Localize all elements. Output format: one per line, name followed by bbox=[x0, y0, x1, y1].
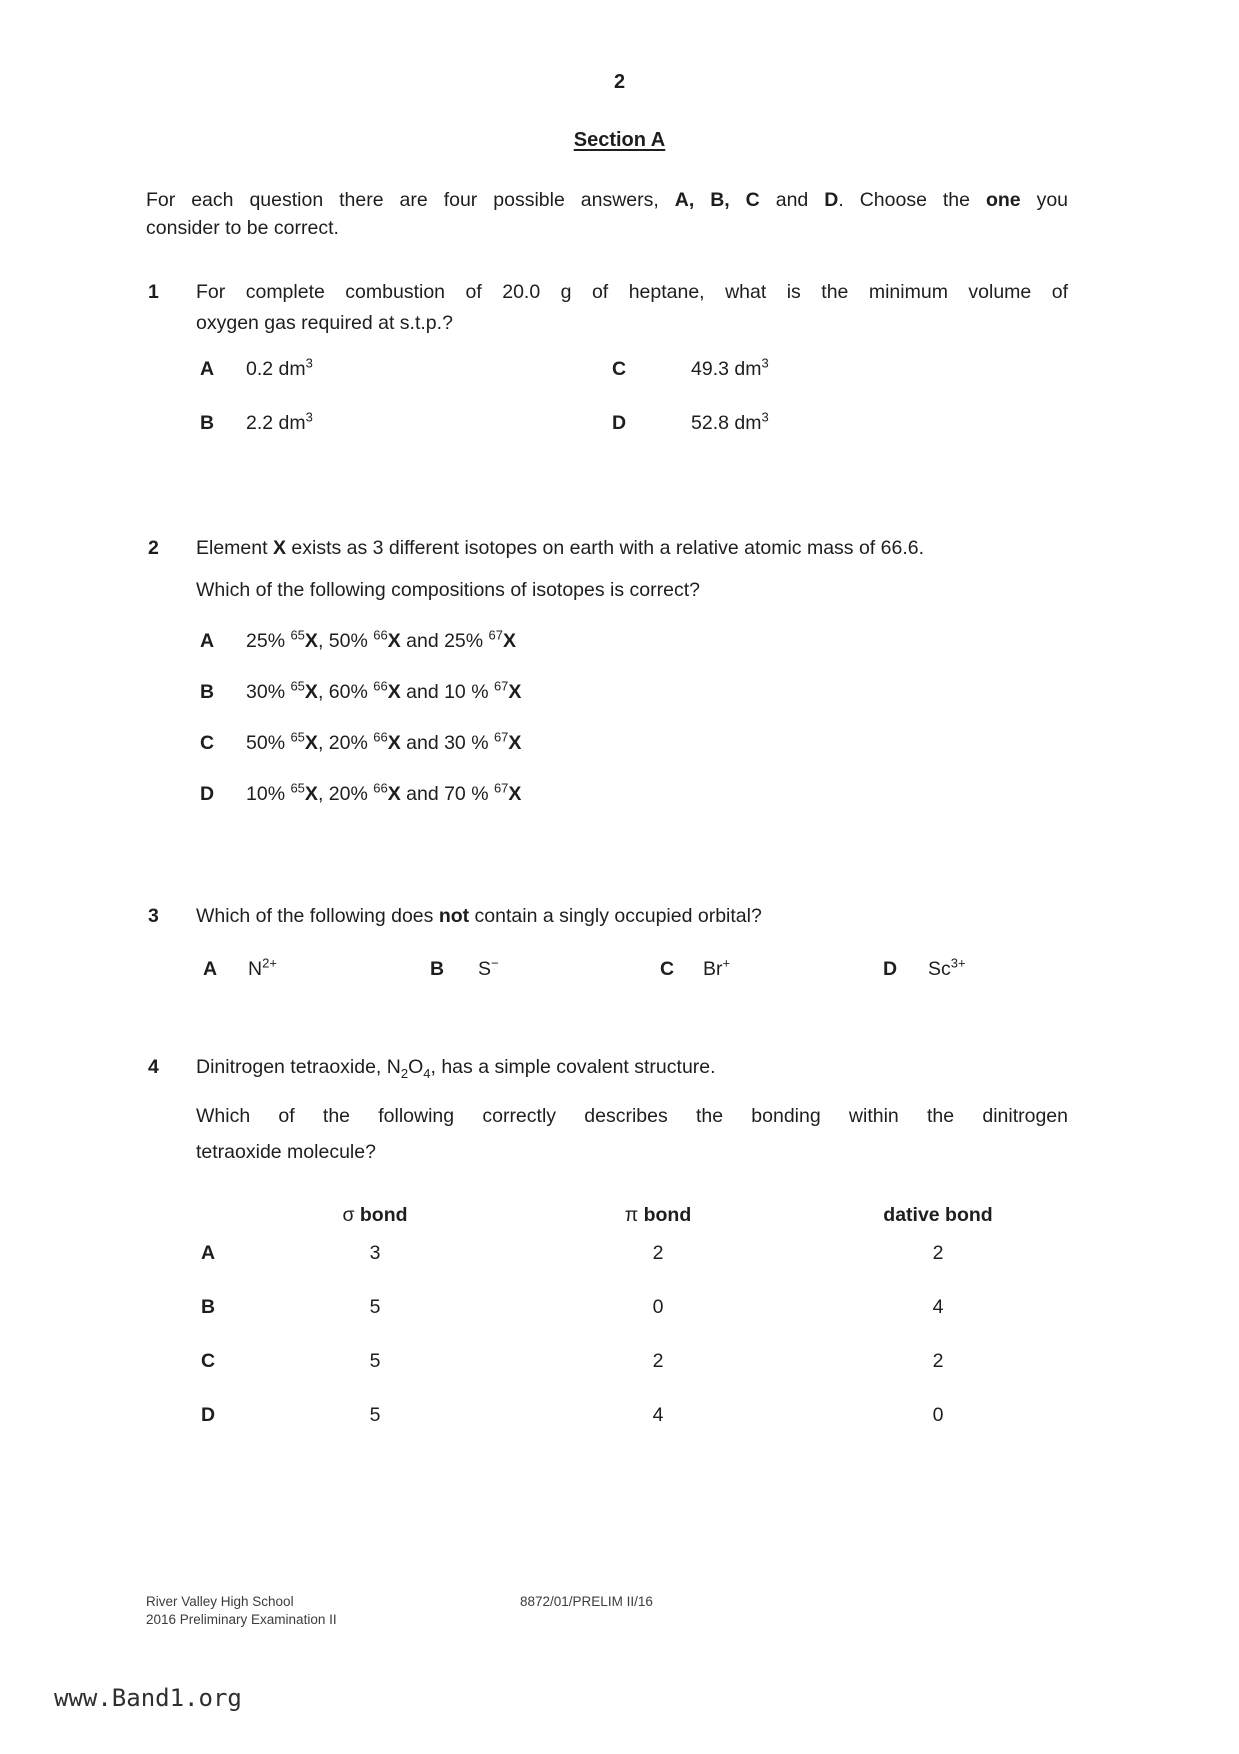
question-2-option-d bbox=[196, 769, 1068, 820]
table-row-d bbox=[146, 1388, 1068, 1442]
option-value-c: Br+ bbox=[703, 955, 731, 980]
question-1-body bbox=[196, 277, 1068, 450]
question-2-option-a bbox=[196, 616, 1068, 667]
option-value-d: 10% $^{65}$X, 20% $^{66}$X and 70 % $^{67}$X bbox=[246, 780, 522, 805]
section-title-text: Section A bbox=[573, 129, 666, 151]
option-letter-b: B bbox=[200, 412, 215, 434]
dative-value: 4 bbox=[932, 1296, 944, 1318]
question-1-text-line-2: oxygen gas required at s.t.p.? bbox=[196, 312, 453, 334]
dative-value: 0 bbox=[932, 1404, 944, 1426]
option-value-a: 0.2 $dm^3$ bbox=[246, 355, 313, 380]
question-4-text-line-3: tetraoxide molecule? bbox=[196, 1141, 376, 1163]
option-letter-a: A bbox=[203, 958, 218, 980]
option-value-c: 49.3 $dm^3$ bbox=[691, 355, 769, 380]
question-2 bbox=[146, 533, 1068, 820]
question-3-number: 3 bbox=[148, 905, 159, 927]
question-1-options-row-2 bbox=[196, 396, 1068, 450]
sigma-value: 5 bbox=[369, 1404, 381, 1426]
footer-school: River Valley High School bbox=[146, 1594, 294, 1609]
question-4-number: 4 bbox=[148, 1056, 159, 1078]
sigma-value: 5 bbox=[369, 1296, 381, 1318]
row-letter: B bbox=[201, 1296, 216, 1318]
header-pi-bond: π bond bbox=[624, 1204, 692, 1226]
pi-value: 2 bbox=[652, 1350, 664, 1372]
question-2-body bbox=[196, 533, 1068, 820]
bond-table-header bbox=[146, 1204, 1068, 1226]
option-value-d: $Sc^{3+}$ bbox=[928, 955, 966, 980]
question-3 bbox=[146, 901, 1068, 989]
question-2-text-line-2: Which of the following compositions of isotopes is correct? bbox=[196, 579, 700, 601]
row-letter: C bbox=[201, 1350, 216, 1372]
footer-exam: 2016 Preliminary Examination II bbox=[146, 1612, 337, 1627]
instructions bbox=[146, 186, 1068, 242]
option-letter-d: D bbox=[883, 958, 898, 980]
pi-value: 2 bbox=[652, 1242, 664, 1264]
row-letter: D bbox=[201, 1404, 216, 1426]
row-letter: A bbox=[201, 1242, 216, 1264]
question-4-text-line-2: Which of the following correctly describes the bonding within the dinitrogen bbox=[196, 1105, 1068, 1127]
option-value-a: $N^{2+}$ bbox=[248, 955, 277, 980]
question-4 bbox=[146, 1052, 1068, 1170]
sigma-value: 3 bbox=[369, 1242, 381, 1264]
question-1-number: 1 bbox=[148, 281, 159, 303]
option-letter-a: A bbox=[200, 358, 215, 380]
option-letter-b: B bbox=[200, 681, 215, 703]
option-letter-c: C bbox=[200, 732, 215, 754]
question-2-number: 2 bbox=[148, 537, 159, 559]
question-4-body bbox=[196, 1052, 1068, 1170]
option-value-c: 50% $^{65}$X, 20% $^{66}$X and 30 % $^{67}$X bbox=[246, 729, 522, 754]
option-value-b: 2.2 $dm^3$ bbox=[246, 409, 313, 434]
question-4-text-line-1: Dinitrogen tetraoxide, $N_2O_4$, has a simple covalent structure. bbox=[196, 1056, 716, 1081]
question-2-text-line-1: Element X exists as 3 different isotopes on earth with a relative atomic mass of 66.6. bbox=[196, 537, 925, 559]
question-1-text-line-1: For complete combustion of 20.0 g of heptane, what is the minimum volume of bbox=[196, 281, 1068, 303]
sigma-value: 5 bbox=[369, 1350, 381, 1372]
pi-value: 4 bbox=[652, 1404, 664, 1426]
question-3-text-line-1: Which of the following does not contain a singly occupied orbital? bbox=[196, 905, 762, 927]
option-value-d: 52.8 $dm^3$ bbox=[691, 409, 769, 434]
page-footer bbox=[146, 1593, 1068, 1629]
pi-value: 0 bbox=[652, 1296, 664, 1318]
option-letter-a: A bbox=[200, 630, 215, 652]
question-2-option-b bbox=[196, 667, 1068, 718]
dative-value: 2 bbox=[932, 1350, 944, 1372]
section-title bbox=[0, 129, 1239, 151]
option-value-b: S− bbox=[478, 955, 499, 980]
option-value-b: 30% $^{65}$X, 60% $^{66}$X and 10 % $^{67}$X bbox=[246, 678, 522, 703]
question-3-body bbox=[196, 901, 1068, 989]
option-value-a: 25% $^{65}$X, 50% $^{66}$X and 25% $^{67}$X bbox=[246, 627, 517, 652]
table-row-c bbox=[146, 1334, 1068, 1388]
option-letter-d: D bbox=[200, 783, 215, 805]
option-letter-c: C bbox=[660, 958, 675, 980]
option-letter-b: B bbox=[430, 958, 445, 980]
watermark-url: www.Band1.org bbox=[54, 1684, 242, 1712]
instructions-line-1: For each question there are four possible answers, A, B, C and D. Choose the one you bbox=[146, 189, 1069, 211]
bond-table bbox=[146, 1204, 1068, 1442]
instructions-line-2: consider to be correct. bbox=[146, 217, 339, 239]
table-row-a bbox=[146, 1226, 1068, 1280]
question-1-options-row-1 bbox=[196, 342, 1068, 396]
question-2-options bbox=[196, 616, 1068, 820]
option-letter-c: C bbox=[612, 358, 627, 380]
page-number: 2 bbox=[613, 71, 626, 93]
header-sigma-bond: σ bond bbox=[342, 1204, 408, 1226]
header-dative-bond: dative bond bbox=[883, 1204, 993, 1226]
question-3-options-row bbox=[196, 949, 1068, 989]
footer-paper-code: 8872/01/PRELIM II/16 bbox=[520, 1594, 653, 1609]
question-1 bbox=[146, 277, 1068, 450]
dative-value: 2 bbox=[932, 1242, 944, 1264]
question-2-option-c bbox=[196, 718, 1068, 769]
option-letter-d: D bbox=[612, 412, 627, 434]
table-row-b bbox=[146, 1280, 1068, 1334]
